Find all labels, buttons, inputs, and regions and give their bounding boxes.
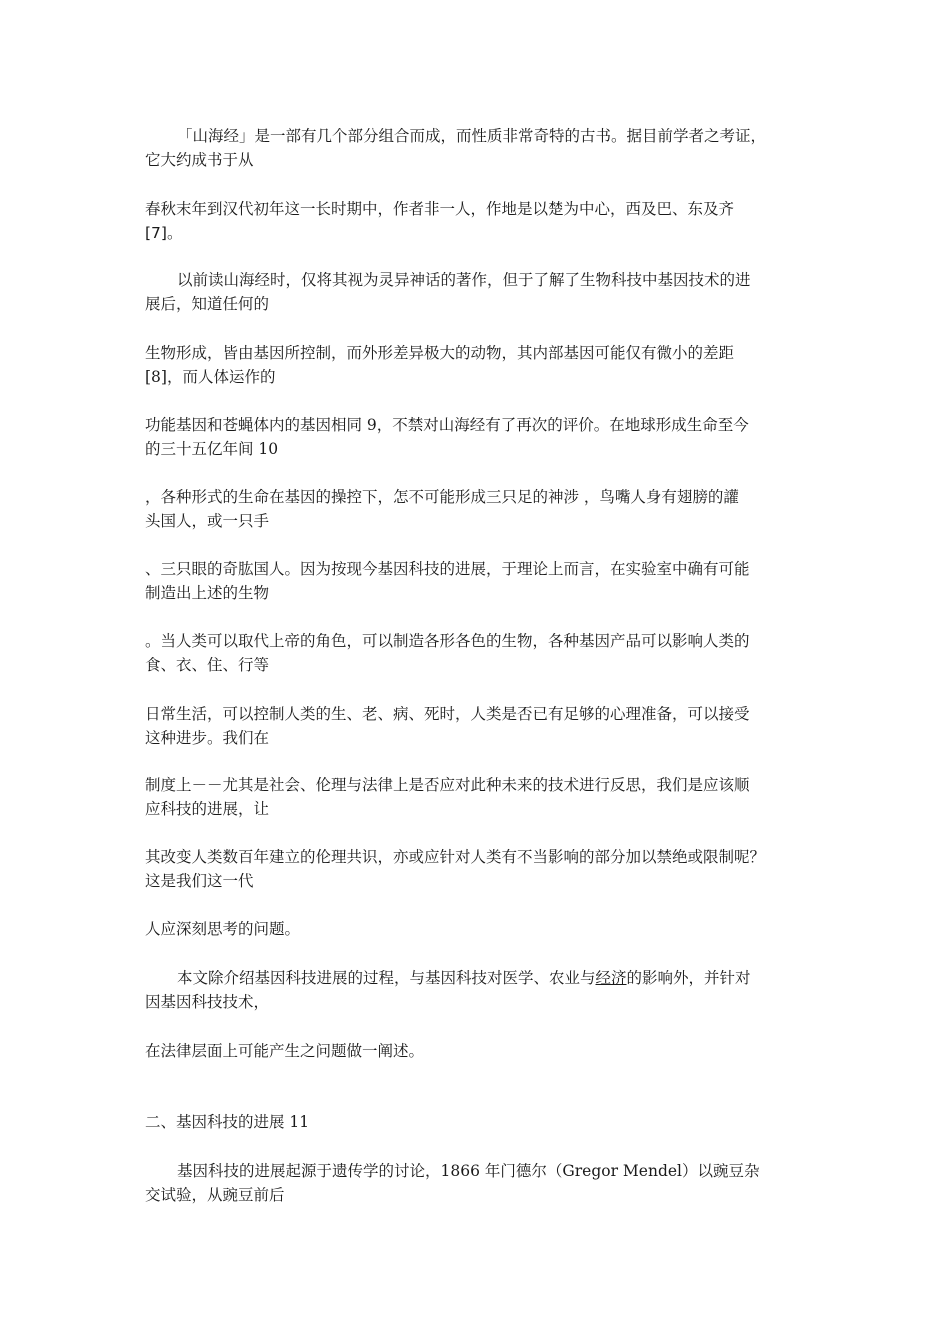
paragraph-8	[145, 629, 820, 677]
text-line: ，各种形式的生命在基因的操控下，怎不可能形成三只足的神涉 ，鸟嘴人身有翅膀的讙	[145, 488, 739, 506]
paragraph-3	[145, 268, 852, 316]
paragraph-4	[145, 341, 820, 389]
text-line: 人应深刻思考的问题。	[145, 920, 301, 938]
text-line: 它大约成书于从	[145, 151, 254, 169]
text-line: 制度上－－尤其是社会、伦理与法律上是否应对此种未来的技术进行反思，我们是应该顺	[145, 776, 750, 794]
economy-link[interactable]: 经济	[595, 969, 627, 987]
text-line: 其改变人类数百年建立的伦理共识，亦或应针对人类有不当影响的部分加以禁绝或限制呢？	[145, 848, 766, 866]
text-line: 春秋末年到汉代初年这一长时期中，作者非一人，作地是以楚为中心，西及巴、东及齐	[145, 200, 735, 218]
text-line: 头国人，或一只手	[145, 512, 270, 530]
text-line: 功能基因和苍蝇体内的基因相同 9，不禁对山海经有了再次的评价。在地球形成生命至今	[145, 416, 749, 434]
text-line: 食、衣、住、行等	[145, 656, 270, 674]
text-line: 。当人类可以取代上帝的角色，可以制造各形各色的生物，各种基因产品可以影响人类的	[145, 632, 750, 650]
text-line: 基因科技的进展起源于遗传学的讨论，1866 年门德尔（Gregor Mendel）以豌豆杂	[177, 1162, 760, 1180]
text-line: 「山海经」是一部有几个部分组合而成，而性质非常奇特的古书。据目前学者之考证，	[177, 127, 767, 145]
section-heading	[145, 1110, 820, 1134]
text-line	[177, 966, 852, 990]
text-line: 交试验，从豌豆前后	[145, 1186, 285, 1204]
text-line: [8]，而人体运作的	[145, 368, 276, 386]
text-segment: 本文除介绍基因科技进展的过程，与基因科技对医学、农业与	[177, 969, 596, 987]
text-line: 制造出上述的生物	[145, 584, 270, 602]
text-line: 的三十五亿年间 10	[145, 440, 279, 458]
paragraph-7	[145, 557, 820, 605]
text-line: [7]。	[145, 224, 183, 242]
paragraph-2	[145, 197, 820, 245]
paragraph-1	[145, 124, 852, 172]
paragraph-9	[145, 702, 820, 750]
text-segment: 的影响外，并针对	[626, 969, 751, 987]
text-line: 因基因科技技术，	[145, 993, 270, 1011]
text-line: 应科技的进展，让	[145, 800, 270, 818]
intro-paragraph	[145, 966, 852, 1014]
paragraph-6	[145, 485, 820, 533]
paragraph-5	[145, 413, 820, 461]
heading-text: 二、基因科技的进展 11	[145, 1113, 310, 1131]
text-line: 这种进步。我们在	[145, 729, 270, 747]
paragraph-10	[145, 773, 820, 821]
paragraph-12	[145, 917, 820, 941]
text-line: 这是我们这一代	[145, 872, 254, 890]
text-line: 生物形成，皆由基因所控制，而外形差异极大的动物，其内部基因可能仅有微小的差距	[145, 344, 735, 362]
text-line: 日常生活，可以控制人类的生、老、病、死时，人类是否已有足够的心理准备，可以接受	[145, 705, 750, 723]
closing-paragraph	[145, 1039, 820, 1063]
text-line: 展后，知道任何的	[145, 295, 270, 313]
text-line: 在法律层面上可能产生之问题做一阐述。	[145, 1042, 425, 1060]
text-line: 以前读山海经时，仅将其视为灵异神话的著作，但于了解了生物科技中基因技术的进	[177, 271, 751, 289]
paragraph-11	[145, 845, 820, 893]
text-line: 、三只眼的奇肱国人。因为按现今基因科技的进展，于理论上而言，在实验室中确有可能	[145, 560, 750, 578]
section-paragraph	[145, 1159, 852, 1207]
